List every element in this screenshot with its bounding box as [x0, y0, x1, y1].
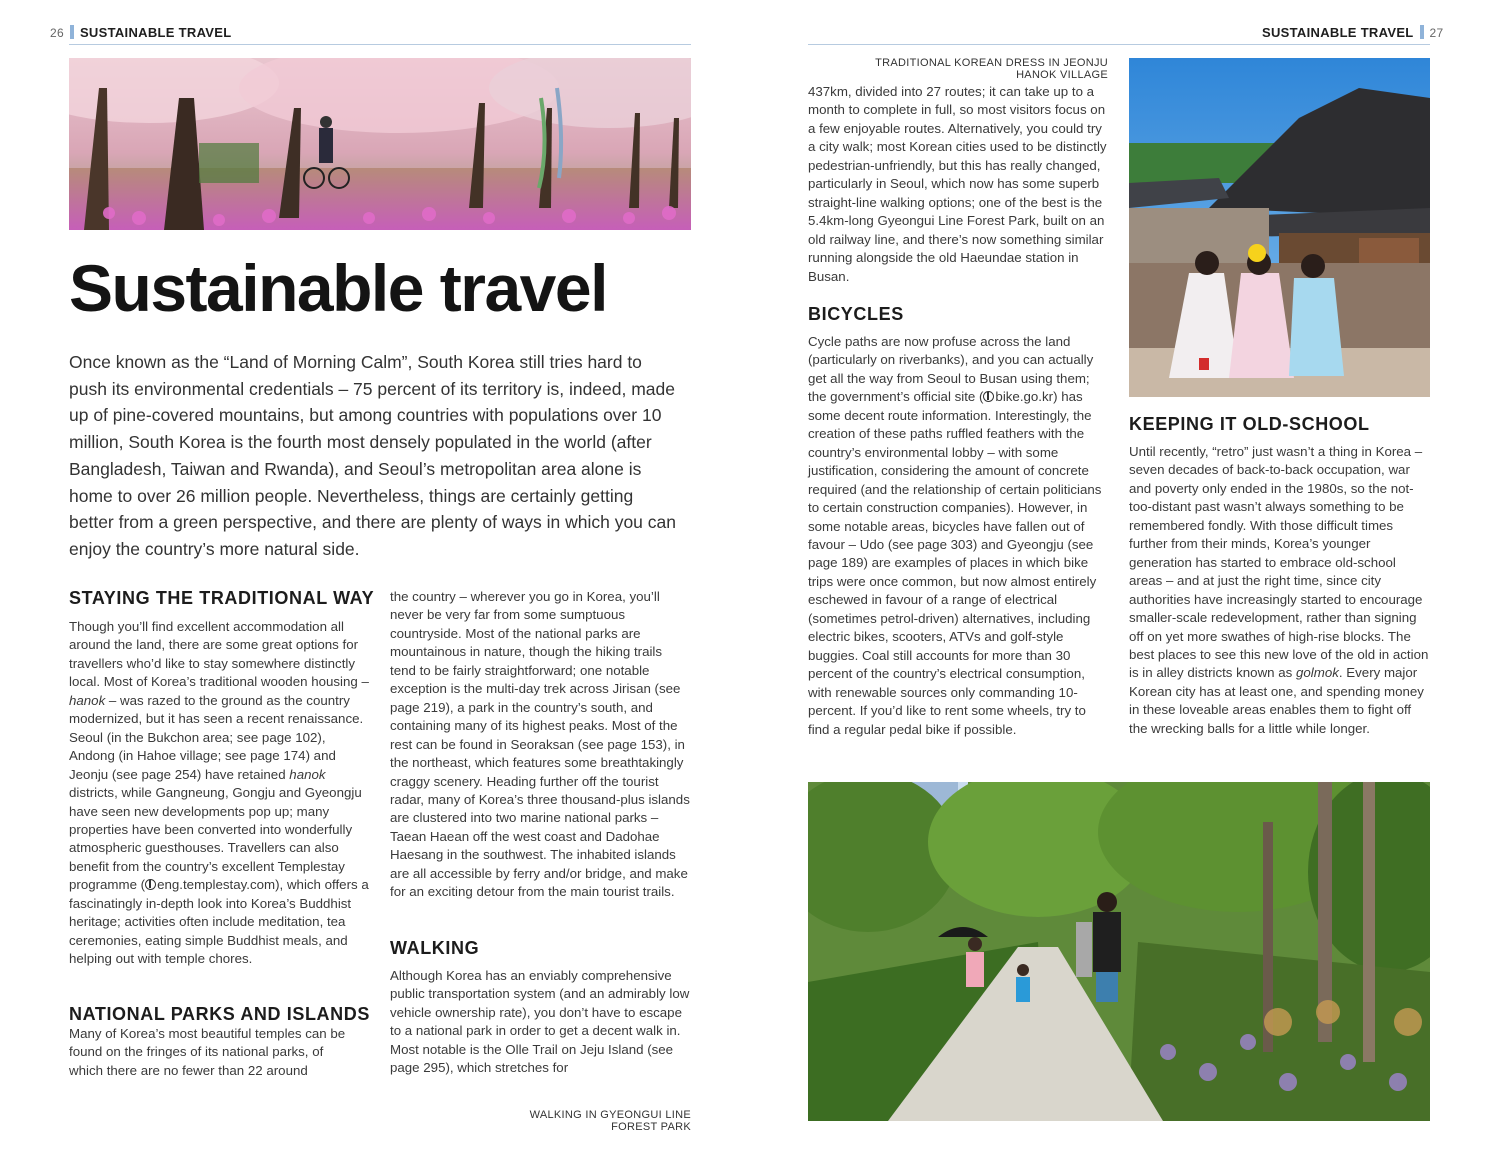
- header-rule-left: [69, 44, 691, 45]
- forest-park-photo: [808, 782, 1430, 1121]
- bike-site-link[interactable]: bike.go.kr: [995, 389, 1054, 405]
- heading-walking: WALKING: [390, 938, 480, 958]
- traditional-text-3: districts, while Gangneung, Gongju and Gyeongju have seen new developments pop up; many properties have been converted into wonderfully atmospheric guesthouses. Travellers can also benefit from the country’s excellent Templestay programme (: [69, 785, 362, 893]
- old-school-text-1: Until recently, “retro” just wasn’t a thing in Korea – seven decades of back-to-back occupation, war and poverty only ended in the 1980s, so the not-too-distant past wasn’t always something to be remembered fondly. With those difficult times further from their minds, Korea’s younger generation has started to embrace old-school areas – and at just the right time, since city authorities have increasingly started to encourage smaller-scale redevelopment, rather than signing off on yet more swathes of high-rise blocks. The best places to see this new love of the old in action is in alley districts known as: [1129, 444, 1429, 681]
- cherry-blossom-photo: [69, 58, 691, 230]
- running-head-left-label: SUSTAINABLE TRAVEL: [79, 25, 232, 40]
- page-title: Sustainable travel: [69, 251, 607, 325]
- italic-term-hanok-2: hanok: [289, 766, 326, 782]
- old-school-text-2: . Every major Korean city has at least one, and spending money in these loveable areas enables them to fight off the wrecking balls for a little while longer.: [1129, 665, 1424, 736]
- walking-paragraph: Although Korea has an enviably comprehensive public transportation system (and an admirably low vehicle ownership rate), you don’t have to escape to a national park in order to get a decent walk in. Most notable is the Olle Trail on Jeju Island (see page 295), which stretches for: [390, 968, 690, 1076]
- italic-term-golmok: golmok: [1296, 665, 1339, 681]
- header-accent-bar-right: [1420, 25, 1424, 39]
- walking-continued-paragraph: 437km, divided into 27 routes; it can take up to a month to complete in full, so most visitors focus on a few enjoyable routes. Alternatively, you could try a city walk; most Korean cities used to be distinctly pedestrian-unfriendly, but this has really changed, particularly in Seoul, which now has some superb straight-line walking options; one of the best is the 5.4km-long Gyeongui Line Forest Park, built on an old railway line, and there’s now something similar running alongside the old Haeundae station in Busan.: [808, 84, 1107, 284]
- traditional-paragraph: [69, 618, 371, 969]
- italic-term-hanok: hanok: [69, 692, 106, 708]
- running-head-right: [1262, 25, 1443, 45]
- page-number-left: 26: [50, 26, 64, 40]
- running-head-left: [50, 25, 231, 45]
- traditional-text-4: ), which offers a fascinatingly in-depth look into Korea’s Buddhist heritage; activities often include meditation, tea ceremonies, eating simple Buddhist meals, and helping out with temple chores.: [69, 877, 369, 967]
- templestay-link[interactable]: eng.templestay.com: [157, 877, 276, 893]
- globe-icon: [145, 879, 156, 890]
- bicycles-text-2: ) has some decent route information. Interestingly, the creation of these paths ruffled feathers with the country’s environmental lobby – with some justification, considering the amount of concrete required (and the relationship of certain politicians to certain construction companies). However, in some notable areas, bicycles have fallen out of favour – Udo (see page 303) and Gyeongju (see page 189) are examples of places in which bike trips were once common, but now almost entirely eschewed in favour of a range of electrical (sometimes petrol-driven) alternatives, including electric bikes, scooters, ATVs and golf-style buggies. Coal still accounts for more than 30 percent of the country’s electrical consumption, with renewable sources only commanding 10-percent. If you’d like to rent some wheels, try to find a regular pedal bike if possible.: [808, 389, 1102, 737]
- traditional-text-1: Though you’ll find excellent accommodation all around the land, there are some great options for travellers who’d like to stay somewhere distinctly local. Most of Korea’s traditional wooden housing –: [69, 619, 369, 690]
- intro-paragraph: Once known as the “Land of Morning Calm”, South Korea still tries hard to push its environmental credentials – 75 percent of its territory is, indeed, made up of pine-covered mountains, but among countries with populations over 10 million, South Korea is the fourth most densely populated in the world (after Bangladesh, Taiwan and Rwanda), and Seoul’s metropolitan area alone is home to over 26 million people. Nevertheless, things are certainly getting better from a green perspective, and there are plenty of ways in which you can enjoy the country’s more natural side.: [69, 352, 676, 559]
- traditional-text-2: – was razed to the ground as the country modernized, but it has seen a recent renaissance. Seoul (in the Bukchon area; see page 102), Andong (in Hahoe village; see page 174) and Jeonju (see page 254) have retained: [69, 692, 364, 782]
- header-accent-bar: [70, 25, 74, 39]
- running-head-right-label: SUSTAINABLE TRAVEL: [1262, 25, 1414, 40]
- globe-icon: [983, 391, 994, 402]
- page-number-right: 27: [1429, 26, 1444, 40]
- caption-hanbok: TRADITIONAL KOREAN DRESS IN JEONJU HANOK VILLAGE: [875, 57, 1108, 81]
- parks-paragraph: Many of Korea’s most beautiful temples can be found on the fringes of its national parks, of which there are no fewer than 22 around: [69, 1026, 346, 1078]
- heading-bicycles: BICYCLES: [808, 304, 904, 324]
- parks-continued-paragraph: the country – wherever you go in Korea, you’ll never be very far from some sumptuous countryside. Most of the national parks are mountainous in nature, though the hiking trails tend to be fairly straightforward; one notable exception is the multi-day trek across Jirisan (see page 219), a park in the country’s south, and containing many of its highest peaks. Most of the rest can be found in Seoraksan (see page 153), in the northeast, which features some breathtakingly craggy scenery. Heading further off the tourist radar, many of Korea’s three thousand-plus islands are clustered into two marine national parks – Taean Haean off the west coast and Dadohae Haesang in the southwest. The inhabited islands are all accessible by ferry and/or bridge, and make for an exciting detour from the main tourist trails.: [390, 589, 690, 900]
- heading-parks: NATIONAL PARKS AND ISLANDS: [69, 1004, 370, 1024]
- heading-traditional: STAYING THE TRADITIONAL WAY: [69, 588, 375, 608]
- hanbok-photo: [1129, 58, 1430, 397]
- heading-old-school: KEEPING IT OLD-SCHOOL: [1129, 414, 1370, 434]
- old-school-paragraph: [1129, 443, 1431, 738]
- caption-forest-park: WALKING IN GYEONGUI LINE FOREST PARK: [529, 1109, 691, 1133]
- bicycles-paragraph: [808, 333, 1110, 739]
- bicycles-text-1: Cycle paths are now profuse across the land (particularly on riverbanks), and you can actually get all the way from Seoul to Busan using them; the government’s official site (: [808, 334, 1094, 405]
